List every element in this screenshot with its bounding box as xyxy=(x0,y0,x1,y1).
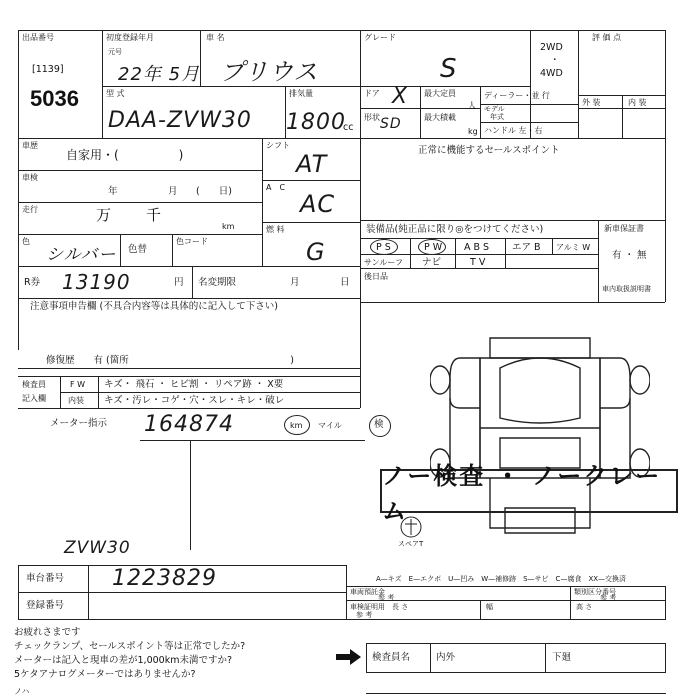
car-name-label: 車 名 xyxy=(206,33,225,42)
inspector-label-2: 記入欄 xyxy=(22,394,46,403)
divider xyxy=(192,266,193,298)
divider xyxy=(346,586,666,587)
cc-unit: cc xyxy=(343,122,354,133)
divider xyxy=(570,586,571,619)
divider xyxy=(505,238,506,268)
divider xyxy=(480,86,481,138)
equip-ps-circle xyxy=(370,239,398,255)
era-label: 元号 xyxy=(108,48,122,56)
drive-2wd: 2WD xyxy=(540,42,563,53)
shift-value: AT xyxy=(296,150,328,178)
divider xyxy=(455,238,456,268)
length-label: 長 さ xyxy=(392,603,409,611)
reference-label-3: 参 考 xyxy=(356,611,373,619)
lot-code: [1139] xyxy=(32,64,64,75)
cert-label: 車検証明用 xyxy=(350,603,385,611)
equip-ps: P S xyxy=(376,242,391,253)
reg-label: 登録番号 xyxy=(26,600,65,611)
notes-title: 注意事項申告欄 (不具合内容等は具体的に記入して下さい) xyxy=(30,301,278,312)
inspector-label-1: 検査員 xyxy=(22,380,46,389)
divider xyxy=(120,234,121,266)
warranty-value: 有 ・ 無 xyxy=(612,250,647,261)
divider xyxy=(18,266,360,267)
divider xyxy=(18,619,346,620)
car-name: プリウス xyxy=(220,58,319,86)
ac-label: A C xyxy=(266,183,286,192)
divider xyxy=(18,376,360,377)
chassis-value: 1223829 xyxy=(112,566,217,591)
divider xyxy=(366,672,666,673)
dealer-label: ディーラー・並 行 xyxy=(484,91,550,100)
underbody-label: 下廻 xyxy=(552,652,572,663)
chassis-label: 車台番号 xyxy=(26,573,65,584)
height-label: 高 さ xyxy=(576,603,593,611)
meter-mile: マイル xyxy=(318,421,342,430)
divider xyxy=(366,643,367,672)
divider xyxy=(545,643,546,672)
divider xyxy=(190,440,191,550)
equip-alumi: アルミ W xyxy=(556,243,591,252)
model-year-label: モデル xyxy=(484,105,505,113)
width-label: 幅 xyxy=(486,603,493,611)
spare-tire-icon xyxy=(400,516,422,538)
model-year-sub: 年式 xyxy=(490,113,504,121)
first-reg-label: 初度登録年月 xyxy=(106,33,154,42)
inside-outside-label: 内外 xyxy=(436,652,456,663)
color-value: シルバー xyxy=(46,245,117,265)
divider xyxy=(18,298,360,299)
footer-line-2: チェックランプ、セールスポイント等は正常でしたか? xyxy=(14,641,246,652)
divider xyxy=(140,440,365,441)
divider xyxy=(18,234,262,235)
color-label: 色 xyxy=(22,237,30,246)
divider xyxy=(578,30,579,138)
divider xyxy=(262,138,263,266)
ac-value: AC xyxy=(300,190,336,218)
divider xyxy=(360,268,598,269)
warranty-label: 新車保証書 xyxy=(604,224,644,233)
recycle-yen: 円 xyxy=(174,277,184,288)
history-value: 自家用・( ) xyxy=(66,148,184,162)
drive-dot: ・ xyxy=(550,55,560,66)
fw-label: F W xyxy=(70,380,86,389)
divider xyxy=(18,408,360,409)
divider xyxy=(18,592,346,593)
ken-mark-circle xyxy=(369,415,391,437)
door-value: X xyxy=(392,84,409,109)
color-code-label: 色コード xyxy=(176,237,208,246)
border-right xyxy=(665,30,666,302)
divider xyxy=(18,170,262,171)
recycle-value: 13190 xyxy=(62,270,131,294)
mileage-sen: 千 xyxy=(146,206,162,224)
divider xyxy=(18,368,360,369)
arrow-right-icon xyxy=(336,648,362,666)
load-label: 最大積載 xyxy=(424,113,456,122)
meter-value: 164874 xyxy=(144,412,234,437)
lot-number: 5036 xyxy=(30,86,79,111)
divider xyxy=(598,220,599,302)
model-handwritten: ZVW30 xyxy=(64,538,131,558)
fw-items: キズ・ 飛石 ・ ヒビ割 ・ リペア跡 ・ X要 xyxy=(104,379,284,390)
door-label: ドア xyxy=(364,89,380,98)
equip-navi: ナビ xyxy=(422,257,442,268)
equip-tv: T V xyxy=(470,257,486,268)
divider xyxy=(18,565,19,619)
divider xyxy=(200,30,201,86)
fuel-value: G xyxy=(306,238,326,266)
load-unit: kg xyxy=(468,127,478,136)
displacement-label: 排気量 xyxy=(289,89,313,98)
damage-legend: A—キズ E—エクボ U—凹み W—補修跡 S—サビ C—腐食 XX—交換済 xyxy=(376,575,627,583)
inspection-year: 年 xyxy=(108,186,118,197)
lot-label: 出品番号 xyxy=(22,33,54,42)
score-label: 評 価 点 xyxy=(592,33,622,42)
divider xyxy=(360,220,665,221)
manual-label: 車内取扱説明書 xyxy=(602,285,651,293)
divider xyxy=(102,30,103,138)
drive-4wd: 4WD xyxy=(540,68,563,79)
divider xyxy=(360,86,530,87)
divider xyxy=(346,619,666,620)
divider xyxy=(172,234,173,266)
selling-points-label: 正常に機能するセールスポイント xyxy=(418,145,560,156)
repair-history: 修復歴 有 (箇所 ) xyxy=(46,355,294,366)
divider xyxy=(552,238,553,254)
history-label: 車歴 xyxy=(22,141,38,150)
meter-km: km xyxy=(290,421,303,430)
divider xyxy=(262,180,360,181)
model-value: DAA-ZVW30 xyxy=(108,108,252,133)
inspection-label: 車検 xyxy=(22,173,38,182)
divider xyxy=(98,376,99,408)
divider xyxy=(410,238,411,268)
divider xyxy=(360,302,665,303)
inspection-month: 月 xyxy=(168,186,178,197)
divider xyxy=(60,376,61,408)
divider xyxy=(430,643,431,672)
model-label: 型 式 xyxy=(106,89,125,98)
recycle-label: R券 xyxy=(24,277,41,288)
capacity-unit: 人 xyxy=(468,101,476,110)
expiry-label: 名変期限 xyxy=(198,277,237,288)
equip-airbag: エア B xyxy=(512,242,541,253)
reference-label: 参 考 xyxy=(378,594,395,602)
handle-label: ハンドル 左・右 xyxy=(484,126,543,135)
first-reg-value: 22年 5月 xyxy=(118,64,201,85)
shape-label: 形状 xyxy=(364,113,380,122)
divider xyxy=(360,302,361,408)
interior-label: 内 装 xyxy=(628,98,647,107)
divider xyxy=(366,643,666,644)
meter-label: メーター指示 xyxy=(50,418,108,429)
divider xyxy=(88,565,89,619)
equipment-label: 装備品(純正品に限り◎をつけてください) xyxy=(366,224,544,235)
mileage-km: km xyxy=(222,222,235,231)
footer-line-1: お疲れさまです xyxy=(14,627,81,638)
equip-pw-circle xyxy=(418,239,446,255)
naiso-items: キズ・汚レ・コゲ・穴・スレ・キレ・破レ xyxy=(104,395,285,406)
divider xyxy=(420,86,421,138)
mileage-label: 走行 xyxy=(22,205,38,214)
naiso-label: 内装 xyxy=(68,396,84,405)
meter-km-circle xyxy=(284,415,310,435)
footer-line-4: 5ケタアナログメーターではありませんか? xyxy=(14,669,196,680)
divider xyxy=(665,643,666,672)
divider xyxy=(480,122,578,123)
divider xyxy=(480,600,481,619)
expiry-day: 日 xyxy=(340,277,350,288)
footer-line-3: メーターは記入と現車の差が1,000km未満ですか? xyxy=(14,655,232,666)
grade-value: S xyxy=(440,54,458,84)
divider xyxy=(665,586,666,619)
divider xyxy=(360,238,598,239)
divider xyxy=(262,222,360,223)
divider xyxy=(346,565,347,619)
ken-mark: 検 xyxy=(374,419,384,430)
category-label: 類別区分番号 xyxy=(574,588,616,596)
grade-label: グレード xyxy=(364,33,396,42)
shape-value: SD xyxy=(380,116,402,132)
mileage-man: 万 xyxy=(96,206,112,224)
expiry-month: 月 xyxy=(290,277,300,288)
equip-sunroof: サンルーフ xyxy=(364,258,403,267)
divider xyxy=(18,138,666,139)
color-change-label: 色替 xyxy=(128,244,148,255)
displacement-value: 1800 xyxy=(286,110,346,135)
divider xyxy=(622,95,623,138)
divider xyxy=(360,254,598,255)
recycle-deposit-label: 車両預託金 xyxy=(350,588,385,596)
exterior-label: 外 装 xyxy=(582,98,601,107)
reference-label-2: 参 考 xyxy=(600,594,617,602)
rear-seat-label: 後日品 xyxy=(364,272,388,281)
divider xyxy=(18,202,262,203)
divider xyxy=(578,95,665,96)
border-left xyxy=(18,30,19,350)
border-top xyxy=(18,30,666,31)
no-claim-stamp: ノー検査 ・ ノークレーム xyxy=(380,469,678,513)
footer-line-5: ノハ xyxy=(14,687,30,696)
spare-tire-label: スペアT xyxy=(398,540,424,548)
fuel-label: 燃 料 xyxy=(266,225,285,234)
inspection-day: ( 日) xyxy=(196,186,232,197)
equip-abs: A B S xyxy=(464,242,490,253)
divider xyxy=(366,693,666,694)
divider xyxy=(360,30,361,138)
inspector-name-label: 検査員名 xyxy=(372,652,411,663)
capacity-label: 最大定員 xyxy=(424,89,456,98)
shift-label: シフト xyxy=(266,141,290,150)
equip-pw: P W xyxy=(424,242,443,253)
divider xyxy=(60,392,360,393)
